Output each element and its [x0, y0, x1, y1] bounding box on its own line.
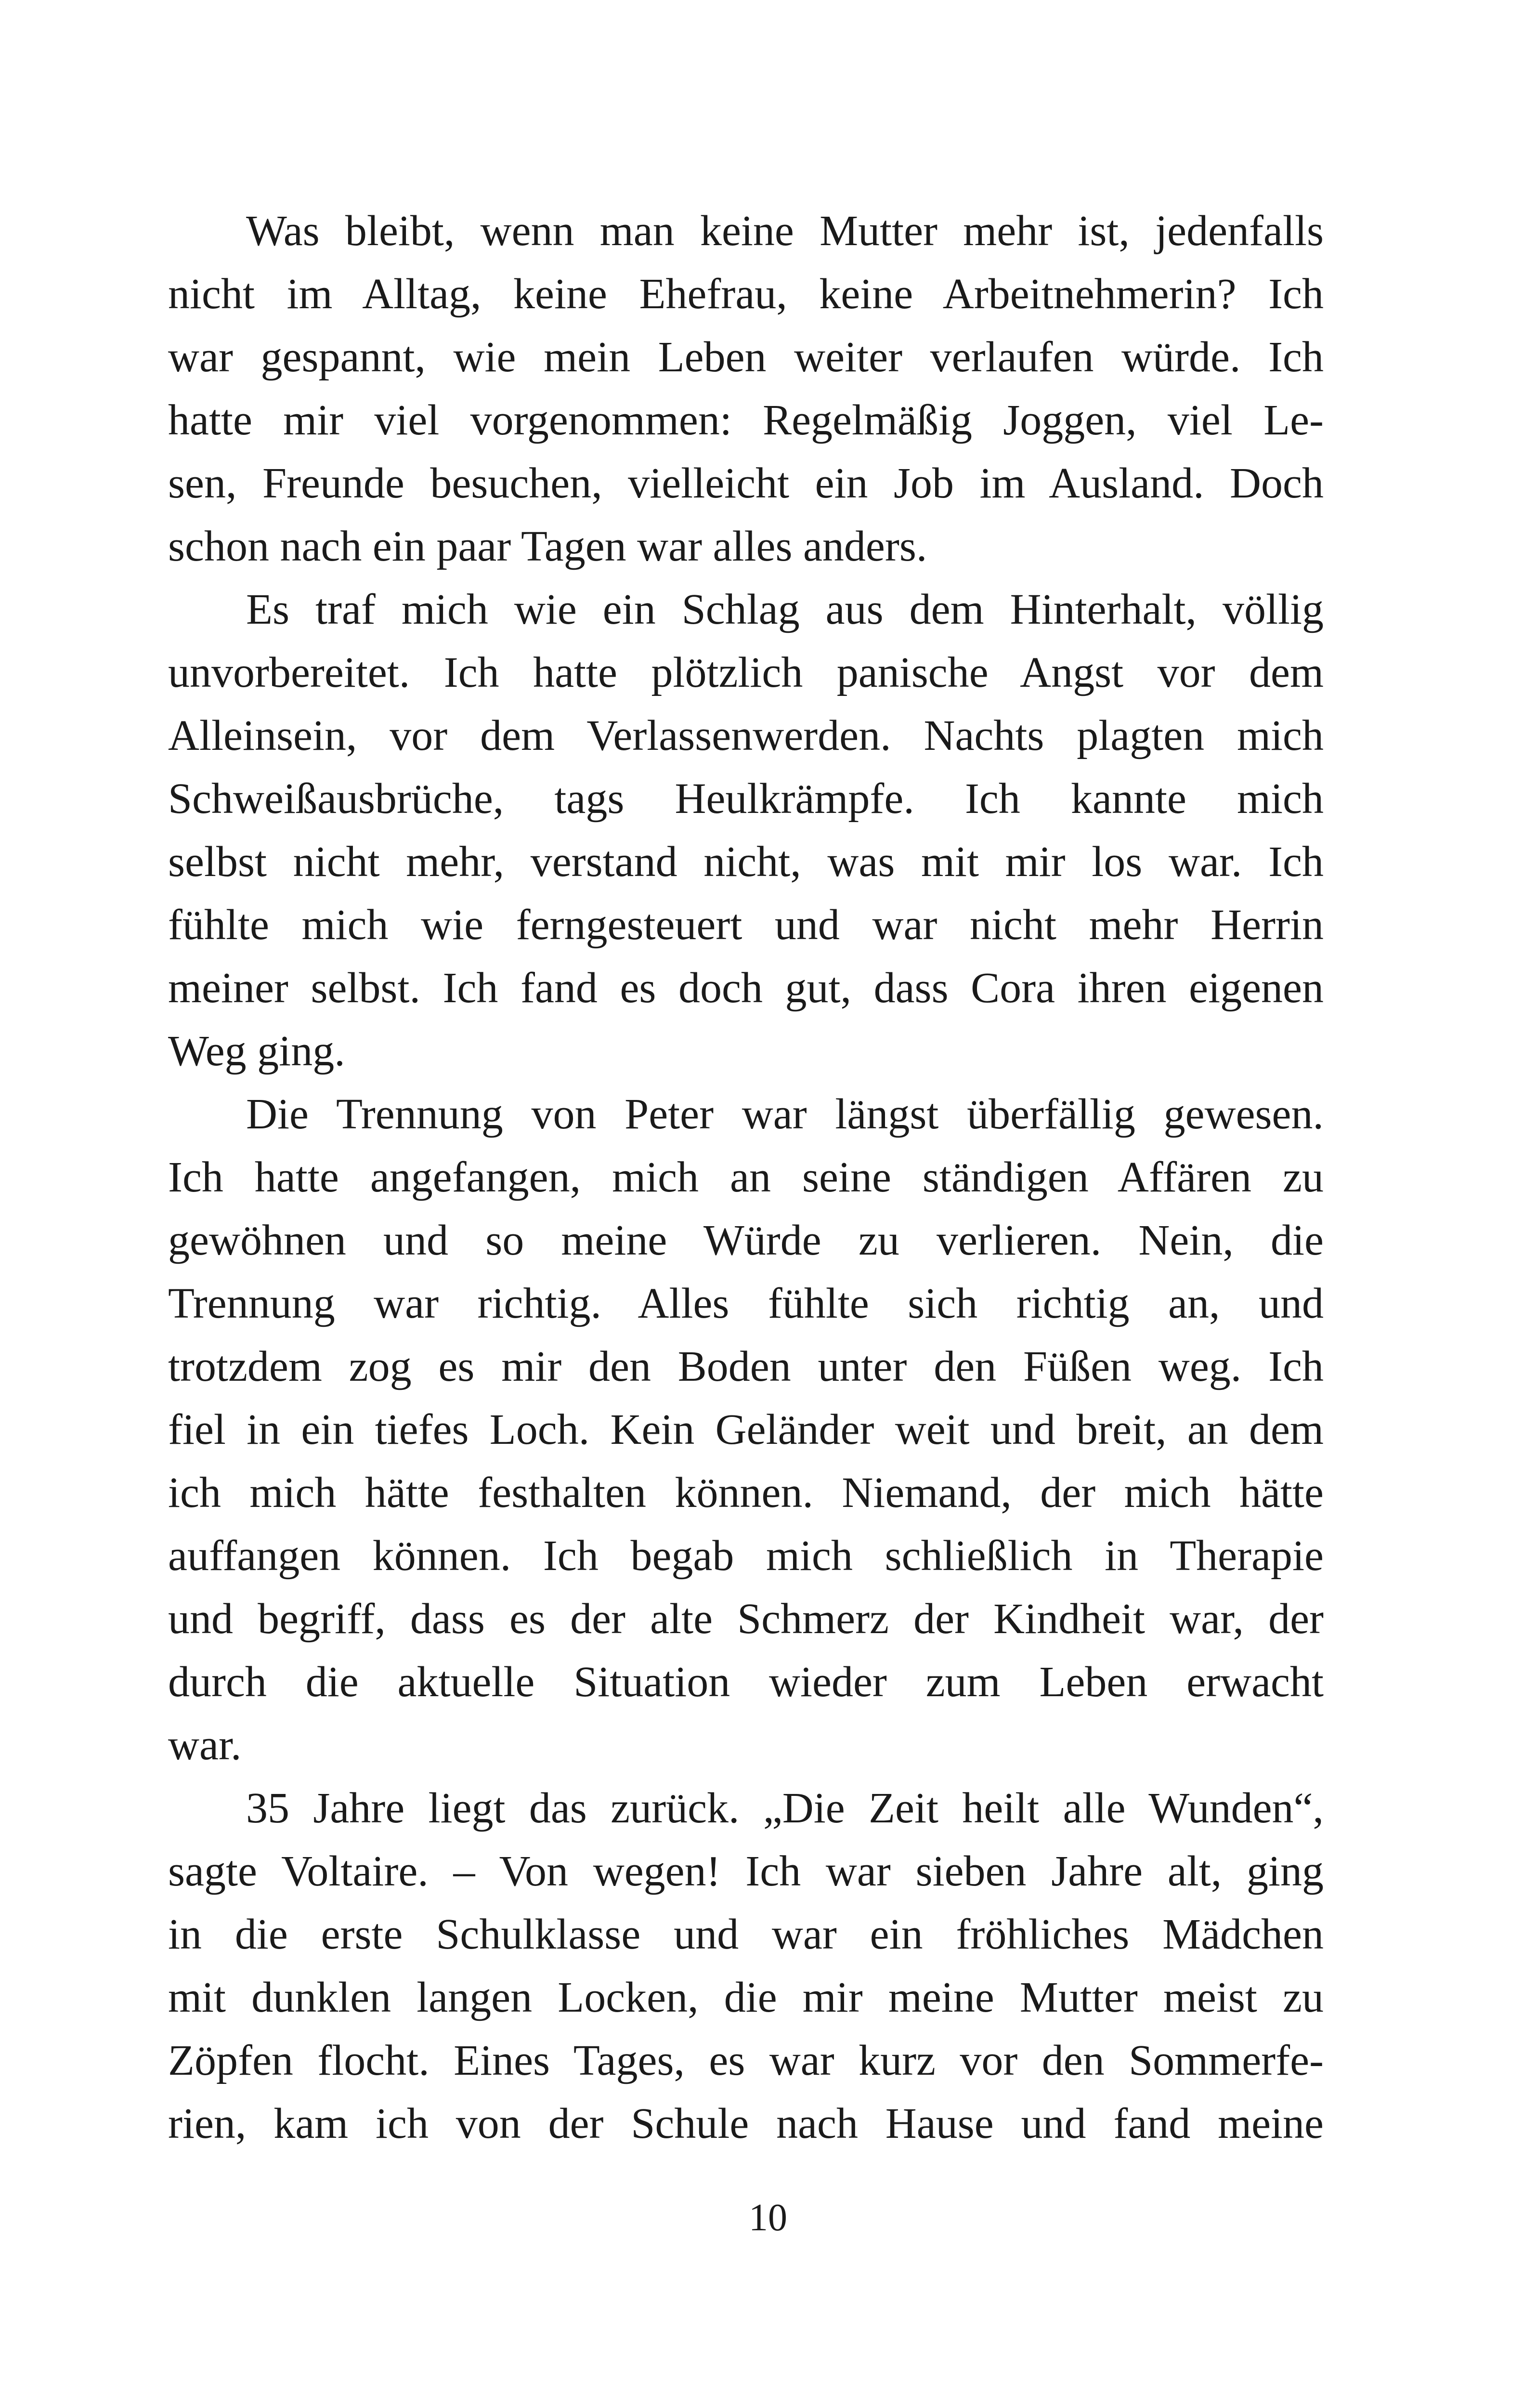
- text-line: durch die aktuelle Situation wieder zum Leben erwacht: [168, 1658, 1324, 1706]
- text-line: rien, kam ich von der Schule nach Hause und fand meine: [168, 2100, 1324, 2147]
- text-line: auffangen können. Ich begab mich schließlich in Therapie: [168, 1532, 1324, 1580]
- text-line: und begriff, dass es der alte Schmerz der Kindheit war, der: [168, 1595, 1324, 1643]
- text-line: mit dunklen langen Locken, die mir meine Mutter meist zu: [168, 1974, 1324, 2021]
- text-line: Schweißausbrüche, tags Heulkrämpfe. Ich kannte mich: [168, 775, 1324, 823]
- text-line: fiel in ein tiefes Loch. Kein Geländer weit und breit, an dem: [168, 1406, 1324, 1453]
- text-line: war.: [168, 1721, 242, 1769]
- text-line: ich mich hätte festhalten können. Niemand, der mich hätte: [168, 1469, 1324, 1517]
- text-line: sen, Freunde besuchen, vielleicht ein Job im Ausland. Doch: [168, 459, 1324, 507]
- page-number: 10: [749, 2197, 787, 2239]
- body-text: [168, 199, 1324, 2155]
- text-line: selbst nicht mehr, verstand nicht, was mit mir los war. Ich: [168, 838, 1324, 886]
- text-line: Die Trennung von Peter war längst überfällig gewesen.: [246, 1090, 1324, 1138]
- text-line: Ich hatte angefangen, mich an seine ständigen Affären zu: [168, 1153, 1324, 1201]
- text-line: Es traf mich wie ein Schlag aus dem Hinterhalt, völlig: [246, 586, 1324, 633]
- text-line: Weg ging.: [168, 1027, 345, 1075]
- text-line: Alleinsein, vor dem Verlassenwerden. Nachts plagten mich: [168, 712, 1324, 759]
- text-line: meiner selbst. Ich fand es doch gut, dass Cora ihren eigenen: [168, 964, 1324, 1012]
- text-line: schon nach ein paar Tagen war alles anders.: [168, 523, 927, 570]
- text-line: Was bleibt, wenn man keine Mutter mehr ist, jedenfalls: [246, 207, 1324, 255]
- text-line: Zöpfen flocht. Eines Tages, es war kurz vor den Sommerfe-: [168, 2037, 1324, 2084]
- text-line: trotzdem zog es mir den Boden unter den Füßen weg. Ich: [168, 1343, 1324, 1390]
- text-line: gewöhnen und so meine Würde zu verlieren. Nein, die: [168, 1217, 1324, 1264]
- text-line: war gespannt, wie mein Leben weiter verlaufen würde. Ich: [168, 333, 1324, 381]
- text-line: in die erste Schulklasse und war ein fröhliches Mädchen: [168, 1911, 1324, 1958]
- text-line: 35 Jahre liegt das zurück. „Die Zeit heilt alle Wunden“,: [246, 1784, 1324, 1832]
- text-line: Trennung war richtig. Alles fühlte sich richtig an, und: [168, 1280, 1324, 1327]
- text-line: hatte mir viel vorgenommen: Regelmäßig Joggen, viel Le-: [168, 396, 1324, 444]
- text-line: nicht im Alltag, keine Ehefrau, keine Arbeitnehmerin? Ich: [168, 270, 1324, 318]
- text-line: fühlte mich wie ferngesteuert und war nicht mehr Herrin: [168, 901, 1324, 949]
- text-line: sagte Voltaire. – Von wegen! Ich war sieben Jahre alt, ging: [168, 1847, 1324, 1895]
- text-line: unvorbereitet. Ich hatte plötzlich panische Angst vor dem: [168, 649, 1324, 696]
